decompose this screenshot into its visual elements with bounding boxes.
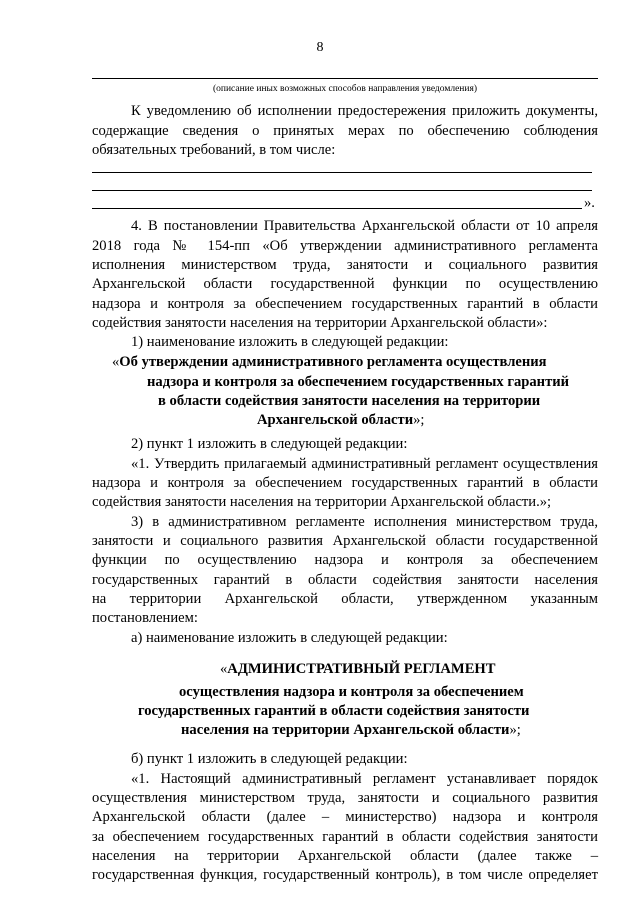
item-3-line: функции по осуществлению надзора и контроля за обеспечением [92, 552, 598, 568]
item-b-line: за обеспечением государственных гарантий в области содействия занятости [92, 829, 598, 845]
attach-line: обязательных требований, в том числе: [92, 142, 336, 158]
title-2-line: осуществления надзора и контроля за обеспечением [179, 684, 524, 700]
p4-line: надзора и контроля за обеспечением государственных гарантий в области [92, 296, 598, 312]
title-2-line [220, 660, 496, 679]
notice-caption: (описание иных возможных способов направления уведомления) [212, 84, 478, 94]
item-3-line: занятости и социального развития Архангельской области государственной [92, 533, 598, 549]
item-b-line: государственная функция, государственный контроль), в том числе определяет [92, 867, 598, 883]
item-b-line: населения на территории Архангельской области (далее также – [92, 848, 598, 864]
title-1-line: в области содействия занятости населения на территории [158, 393, 541, 409]
p4-line: содействия занятости населения на территории Архангельской области»: [92, 315, 548, 331]
item-b-line: Архангельской области (далее – министерство) надзора и контроля [92, 809, 598, 825]
page-number: 8 [316, 40, 324, 55]
item-1: 1) наименование изложить в следующей редакции: [131, 334, 449, 350]
title-1-text: Архангельской области [257, 412, 414, 428]
title-2-line: государственных гарантий в области содействия занятости [138, 703, 530, 719]
p4-line: 2018 года № 154-пп «Об утверждении административного регламента [92, 238, 598, 254]
notice-blank-line [92, 78, 598, 79]
blank-line [92, 172, 592, 173]
title-2-text: АДМИНИСТРАТИВНЫЙ РЕГЛАМЕНТ [227, 661, 496, 677]
item-2-line: содействия занятости населения на территории Архангельской области.»; [92, 494, 552, 510]
blank-line [92, 190, 592, 191]
title-2-line [181, 721, 521, 740]
item-b-line: осуществления министерством труда, занятости и социального развития [92, 790, 598, 806]
item-3-line: на территории Архангельской области, утвержденном указанным [92, 591, 598, 607]
item-2-line: «1. Утвердить прилагаемый административный регламент осуществления [131, 456, 598, 472]
title-2-text: населения на территории Архангельской области [181, 722, 510, 738]
p4-line: 4. В постановлении Правительства Архангельской области от 10 апреля [131, 218, 598, 234]
quote-open: « [112, 354, 120, 370]
item-3-line: постановлением: [92, 610, 198, 626]
item-b-line: «1. Настоящий административный регламент устанавливает порядок [131, 771, 598, 787]
item-3-line: государственных гарантий в области содействия занятости населения [92, 572, 598, 588]
attach-line: К уведомлению об исполнении предостережения приложить документы, [131, 103, 598, 119]
item-2: 2) пункт 1 изложить в следующей редакции: [131, 436, 408, 452]
item-2-line: надзора и контроля за обеспечением государственных гарантий в области [92, 475, 598, 491]
blank-end-mark: ». [584, 195, 595, 211]
quote-close: »; [413, 412, 425, 428]
p4-line: исполнения министерством труда, занятости и социального развития [92, 257, 598, 273]
attach-line: содержащие сведения о принятых мерах по обеспечению соблюдения [92, 123, 598, 139]
quote-open: « [220, 661, 228, 677]
title-1-line [257, 411, 424, 430]
p4-line: Архангельской области государственной функции по осуществлению [92, 276, 598, 292]
blank-line [92, 208, 582, 209]
title-1-line [112, 353, 547, 372]
title-1-line: надзора и контроля за обеспечением государственных гарантий [147, 374, 570, 390]
item-a: а) наименование изложить в следующей редакции: [131, 630, 448, 646]
item-3-line: 3) в административном регламенте исполнения министерством труда, [131, 514, 598, 530]
title-1-text: Об утверждении административного регламента осуществления [119, 354, 547, 370]
item-b: б) пункт 1 изложить в следующей редакции: [131, 751, 408, 767]
quote-close: »; [509, 722, 521, 738]
